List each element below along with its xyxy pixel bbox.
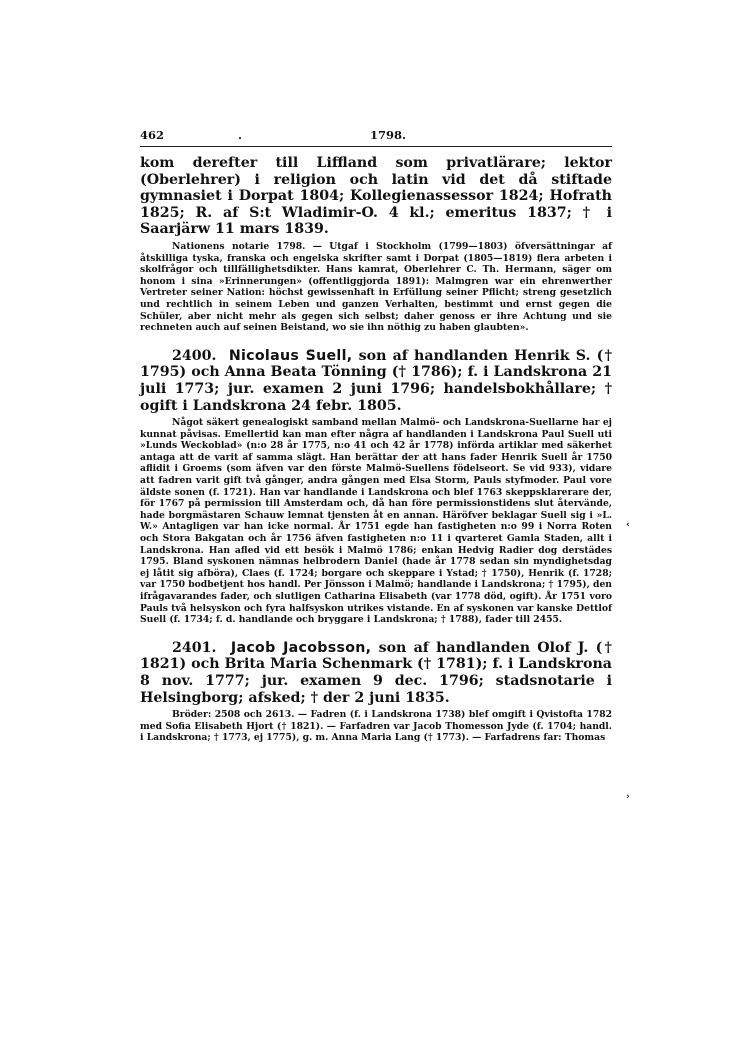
header-dot: . [238, 128, 243, 142]
entry-number: 2401. [172, 639, 217, 656]
header-rule [140, 146, 612, 147]
intro-note-text: Nationens notarie 1798. — Utgaf i Stockholm (1799—1803) öfversättningar af åtskilliga tyska, franska och engelska skrifter samt i Dorpat (1805—1819) flera arbeten i skolfrågor och tillfällighetsdikter. Hans kamrat, Oberlehrer C. Th. Hermann, säger om honom i sina »Erinnerungen» (offentliggjorda 1891): Malmgren war ein ehrenwerther Vertreter seiner Nation: höchst gewissenhaft in Erfüllung seiner Pflicht; streng gesetzlich und rechtlich in seinem Leben und ganzen Verhalten, bestimmt und ernst gegen die Schüler, aber nicht mehr als gegen sich selbst; daher genoss er ihre Achtung und sie rechneten auch auf seinen Beistand, wo sie ihn nöthig zu haben glaubten». [140, 240, 612, 334]
entry-text: son af handlanden Henrik S. († 1795) och Anna Beata Tönning († 1786); f. i Landskrona 21 juli 1773; jur. examen 2 juni 1796; handelsbokhållare; † ogift i Landskrona 24 febr. 1805. [140, 347, 612, 414]
entry-main [140, 640, 612, 706]
margin-mark-left: ‹ [626, 520, 630, 530]
entry-name: Nicolaus Suell, [228, 347, 353, 364]
entry-number: 2400. [172, 347, 217, 364]
entry-note: Något säkert genealogiskt samband mellan Malmö- och Landskrona-Suellarne har ej kunnat påvisas. Emellertid kan man efter några af handlanden i Landskrona Paul Suell uti »Lunds Weckoblad» (n:o 28 år 1775, n:o 41 och 42 år 1778) införda artiklar med säkerhet antaga att de varit af samma slägt. Han berättar der att hans fader Henrik Suell år 1750 aflidit i Groems (som äfven var den förste Malmö-Suellens födelseort. Se vid 933), vidare att fadren varit gift två gånger, andra gången med Elsa Storm, Pauls styfmoder. Paul vore äldste sonen (f. 1721). Han var handlande i Landskrona och blef 1763 skeppsklarerare der, för 1767 på permission till Amsterdam och, då han före permissionstidens slut återvände, hade borgmästaren Schauw lemnat tjensten åt en annan. Häröfver beklagar Suell sig i »L. W.» Antagligen var han icke normal. År 1751 egde han fastigheten n:o 99 i Norra Roten och Stora Bakgatan och år 1756 äfven fastigheten n:o 11 i qvarteret Gamla Staden, allt i Landskrona. Han afled vid ett besök i Malmö 1786; enkan Hedvig Radier dog derstädes 1795. Bland syskonen nämnas helbrodern Daniel (hade år 1778 sedan sin myndighetsdag ej låtit sig afböra), Claes (f. 1724; borgare och skeppare i Ystad; † 1750), Henrik (f. 1728; var 1750 bodbetjent hos handl. Per Jönsson i Malmö; handlande i Landskrona; † 1795), den ifrågavarandes fader, och slutligen Catharina Elisabeth (var 1778 död, ogift). År 1751 voro Pauls två helsyskon och fyra halfsyskon utrikes vistande. En af syskonen var kanske Dettlof Suell (f. 1734; f. d. handlande och bryggare i Landskrona; † 1788), fader till 2455. [140, 417, 612, 626]
header-year: 1798. [370, 128, 407, 142]
entry-name: Jacob Jacobsson, [230, 639, 372, 656]
entry-2401 [140, 640, 612, 744]
page-number: 462 [140, 128, 165, 142]
entry-text: son af handlanden Olof J. († 1821) och Brita Maria Schenmark († 1781); f. i Landskrona 8 nov. 1777; jur. examen 9 dec. 1796; stadsnotarie i Helsingborg; afsked; † der 2 juni 1835. [140, 639, 612, 706]
page-header [140, 122, 612, 146]
document-page [140, 122, 612, 744]
margin-mark-right: › [626, 792, 630, 802]
entry-note: Bröder: 2508 och 2613. — Fadren (f. i Landskrona 1738) blef omgift i Qvistofta 1782 med Sofia Elisabeth Hjort († 1821). — Farfadren var Jacob Thomesson Jyde (f. 1704; handl. i Landskrona; † 1773, ej 1775), g. m. Anna Maria Lang († 1773). — Farfadrens far: Thomas [140, 709, 612, 744]
entry-2400 [140, 348, 612, 626]
entry-main [140, 348, 612, 414]
intro-main-text: kom derefter till Liffland som privatlärare; lektor (Oberlehrer) i religion och latin vid det då stiftade gymnasiet i Dorpat 1804; Kollegienassessor 1824; Hofrath 1825; R. af S:t Wladimir-O. 4 kl.; emeritus 1837; † i Saarjärw 11 mars 1839. [140, 155, 612, 238]
